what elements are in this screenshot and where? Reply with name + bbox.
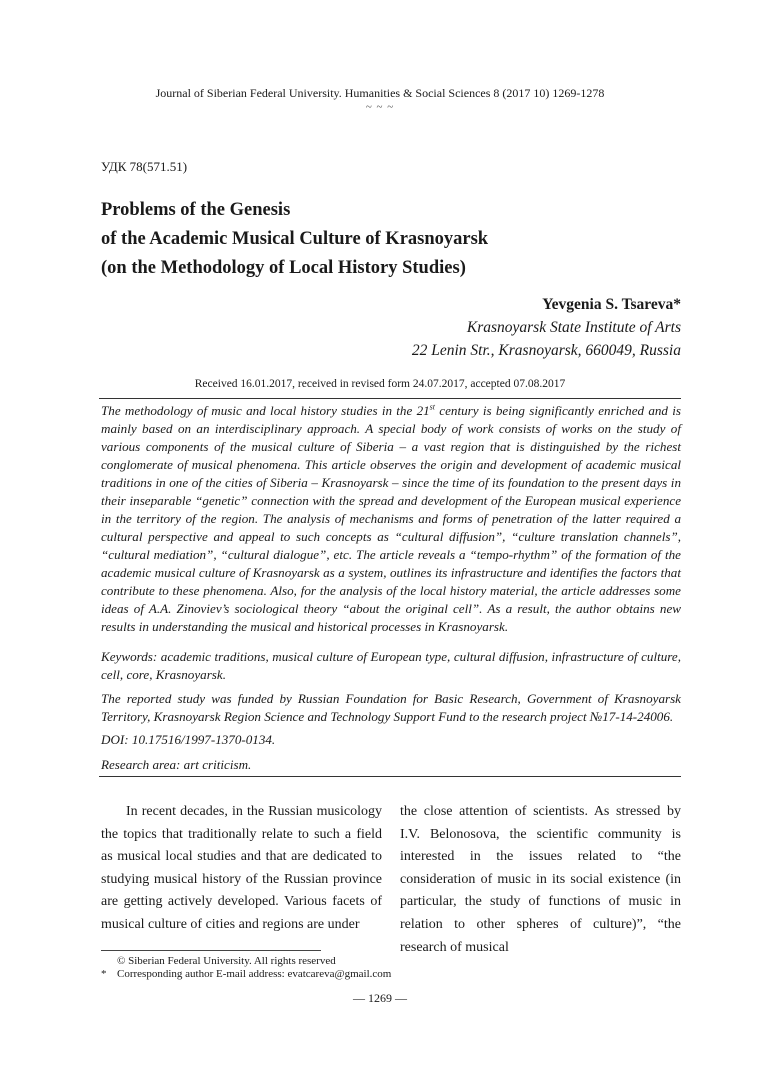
footnote-copyright: © Siberian Federal University. All rights reserved [117, 955, 336, 967]
article-title [101, 196, 681, 283]
author-address: 22 Lenin Str., Krasnoyarsk, 660049, Russia [411, 342, 681, 359]
journal-header: Journal of Siberian Federal University. Humanities & Social Sciences 8 (2017 10) 1269-1278 [155, 86, 605, 100]
abstract-part-2: century is being significantly enriched and is mainly based on an interdisciplinary approach. A special body of work consists of works on the study of various components of the musical culture of Siberia – a vast region that is distinguished by the richest conglomerate of musical phenomena. This article observes the origin and development of academic musical traditions in one of the cities of Siberia – Krasnoyarsk – since the time of its foundation to the present days in their inseparable “genetic” connection with the spread and development of the European musical experience in the territory of the region. The analysis of mechanisms and forms of penetration of the latter required a cultural perspective and appeal to such concepts as “cultural diffusion”, “culture translation channels”, “cultural mediation”, “cultural dialogue”, etc. The article reveals a “tempo-rhythm” of the formation of the academic musical culture of Krasnoyarsk as a system, outlines its infrastructure and identifies the factors that contribute to these phenomena. Also, for the analysis of the local history material, the article addresses some ideas of A.A. Zinoviev’s sociological theory “about the original cell”. As a result, the author obtains new results in understanding the musical and historical processes in Krasnoyarsk. [101, 403, 681, 634]
funding-note: The reported study was funded by Russian Foundation for Basic Research, Government of Krasnoyarsk Territory, Krasnoyarsk Region Science and Technology Support Fund to the research project №17-14-24006. [101, 691, 681, 724]
author-institution: Krasnoyarsk State Institute of Arts [466, 319, 681, 336]
research-area: Research area: art criticism. [101, 757, 252, 772]
footnote-mark: * [101, 968, 107, 980]
author-name: Yevgenia S. Tsareva* [542, 296, 681, 313]
abstract [101, 402, 681, 636]
header-separator: ~ ~ ~ [365, 101, 395, 113]
abstract-part-1: The methodology of music and local history studies in the 21 [101, 403, 430, 418]
body-column-left: In recent decades, in the Russian musicology the topics that traditionally relate to such a field as musical local studies and that are dedicated to studying musical history of the Russian province are getting actively developed. Various facets of musical culture of cities and regions are under [101, 804, 382, 932]
doi: DOI: 10.17516/1997-1370-0134. [101, 732, 276, 747]
abstract-top-rule [99, 398, 681, 399]
footnote-corresponding-author: Corresponding author E-mail address: evatcareva@gmail.com [117, 968, 392, 980]
title-line-2: of the Academic Musical Culture of Krasnoyarsk [101, 229, 489, 249]
abstract-superscript: st [429, 402, 436, 412]
body-column-right: the close attention of scientists. As stressed by I.V. Belonosova, the scientific community is interested in the issues related to “the consideration of music in its social existence (in particular, the study of functions of music in relation to other spheres of culture)”, “the research of musical [400, 804, 681, 955]
keywords: Keywords: academic traditions, musical culture of European type, cultural diffusion, infrastructure of culture, cell, core, Krasnoyarsk. [101, 649, 681, 682]
footnote-rule [101, 950, 321, 951]
udk-code: УДК 78(571.51) [101, 159, 188, 174]
abstract-bottom-rule [99, 776, 681, 777]
title-line-1: Problems of the Genesis [101, 200, 291, 220]
page-number: — 1269 — [353, 991, 407, 1005]
title-line-3: (on the Methodology of Local History Studies) [101, 258, 466, 278]
received-dates: Received 16.01.2017, received in revised form 24.07.2017, accepted 07.08.2017 [194, 378, 566, 390]
